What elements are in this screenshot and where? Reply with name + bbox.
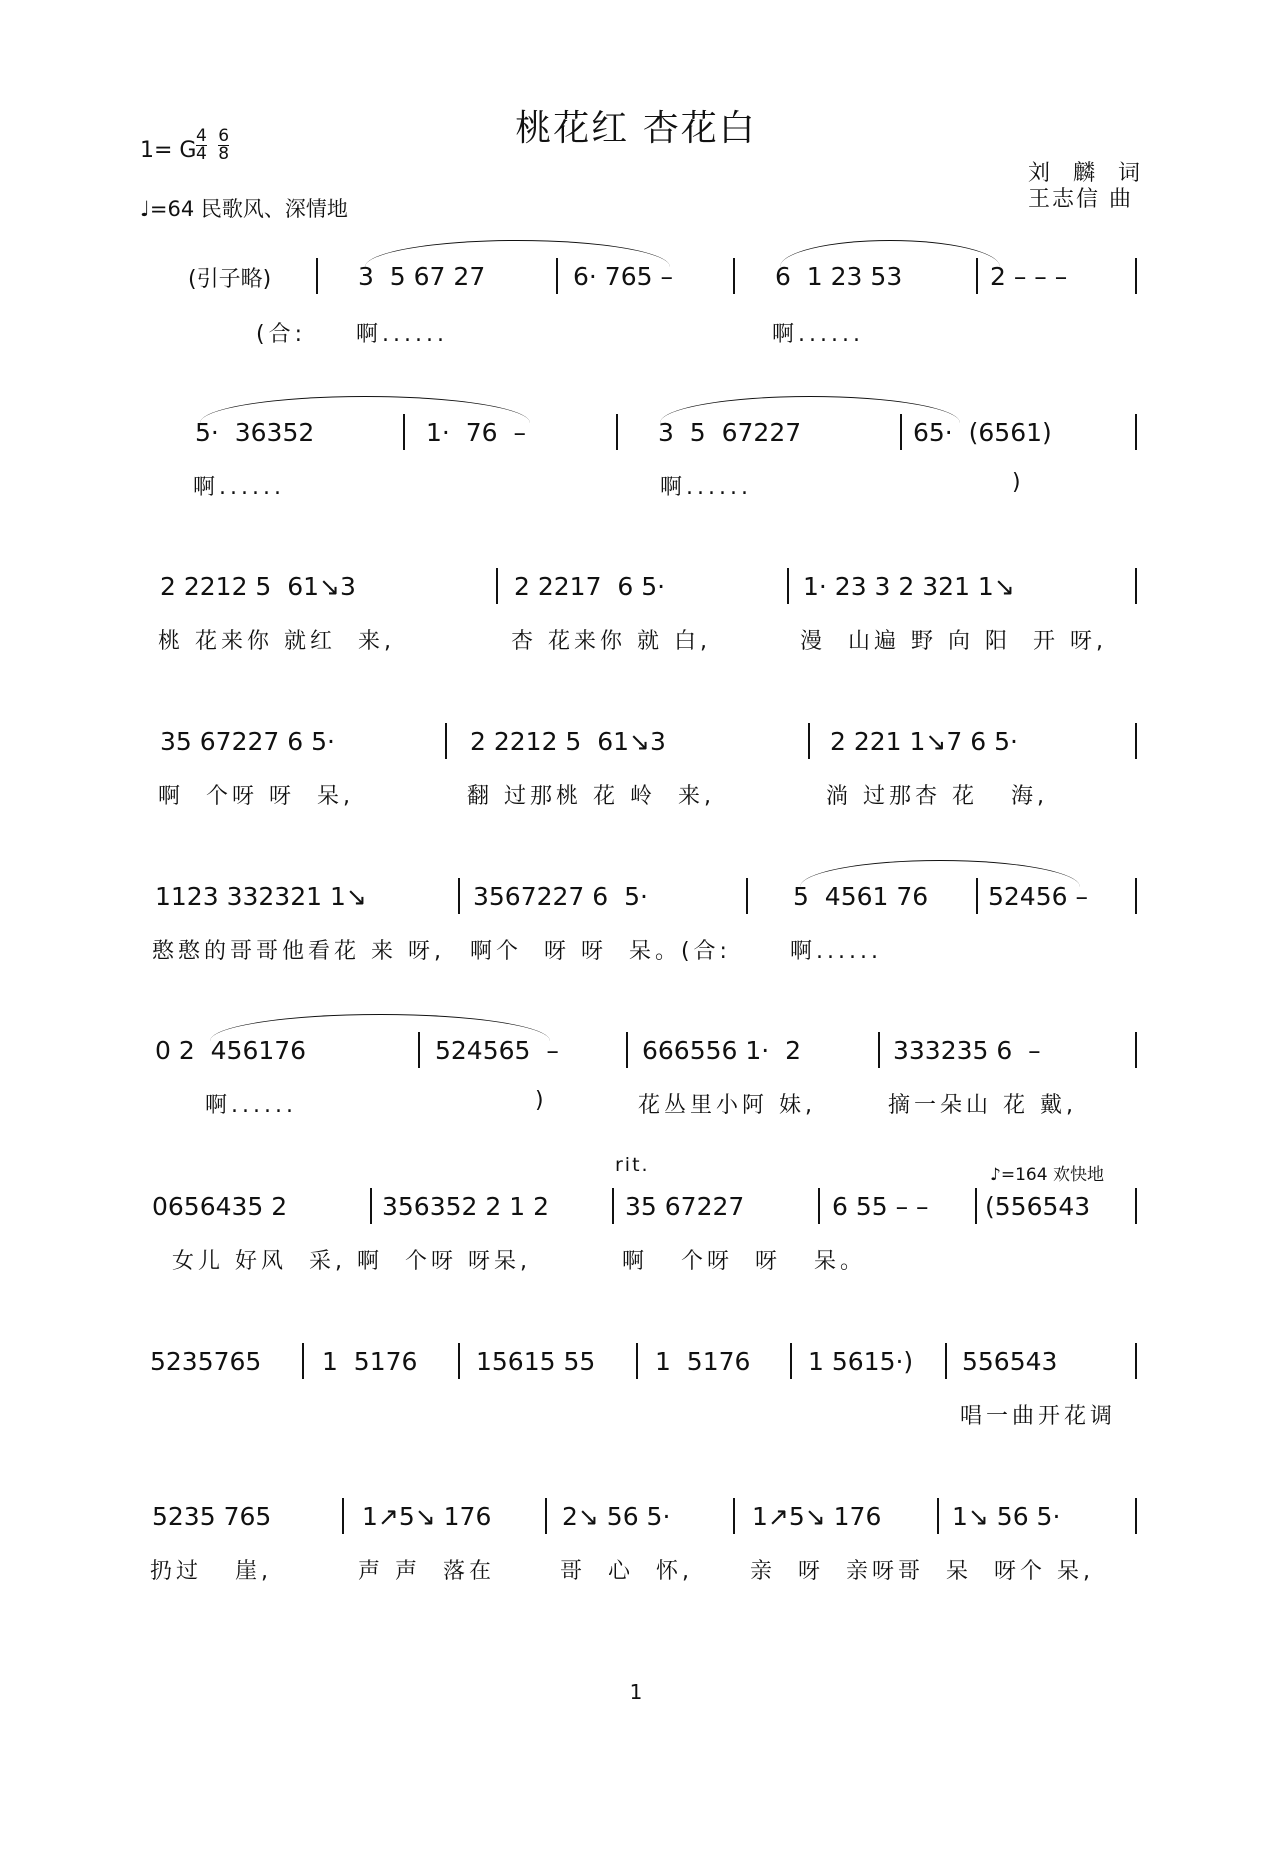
lyrics: 啊...... ) 花丛里小阿 妹, 摘一朵山 花 戴,	[205, 1088, 1077, 1118]
notation: 5235765 1 5176 15615 55 1 5176 1 5615·) 556543	[0, 1347, 1272, 1387]
lyrics: 扔过 崖, 声 声 落在 哥 心 怀, 亲 呀 亲呀哥 呆 呀个 呆,	[150, 1559, 1094, 1584]
tempo-change-marking: ♪=164 欢快地	[990, 1165, 1104, 1185]
notation: 0 2 456176 524565 – 666556 1· 2 333235 6 –	[0, 1036, 1272, 1076]
notation: 0656435 2 356352 2 1 2 35 67227 6 55 – – (556543	[0, 1192, 1272, 1232]
lyrics: 唱一曲开花调	[960, 1404, 1117, 1429]
lyricist-credit: 刘 麟 词	[1028, 161, 1148, 186]
notation: 5235 765 1↗5↘ 176 2↘ 56 5· 1↗5↘ 176 1↘ 56 5·	[0, 1502, 1272, 1542]
song-title: 桃花红 杏花白	[515, 108, 757, 149]
page-number: 1	[629, 1680, 643, 1704]
notation: 2 2212 5 61↘3 2 2217 6 5· 1· 23 3 2 321 1↘	[0, 572, 1272, 612]
lyrics: 啊 个呀 呀 呆, 翻 过那桃 花 岭 来, 淌 过那杏 花 海,	[158, 784, 1048, 809]
lyrics: 啊...... 啊...... )	[193, 470, 1025, 500]
key-signature: 1= G	[140, 138, 197, 163]
notation: 1123 332321 1↘ 3567227 6 5· 5 4561 76 52456 –	[0, 882, 1272, 922]
time-signature: $\frac{4}{4}$ $\frac{6}{8}$	[196, 126, 230, 164]
lyrics: (合: 啊...... 啊......	[256, 322, 864, 347]
lyrics: 女儿 好风 采, 啊 个呀 呀呆, 啊 个呀 呀 呆。	[172, 1249, 866, 1274]
notation: (引子略) 3 5 67 27 6· 765 – 6 1 23 53 2 – – –	[0, 262, 1272, 302]
lyrics: 桃 花来你 就红 来, 杏 花来你 就 白, 漫 山遍 野 向 阳 开 呀,	[158, 629, 1107, 654]
notation: 5· 36352 1· 76 – 3 5 67227 65· (6561)	[0, 418, 1272, 458]
tempo-marking: ♩=64 民歌风、深情地	[140, 197, 348, 221]
notation: 35 67227 6 5· 2 2212 5 61↘3 2 221 1↘7 6 5·	[0, 727, 1272, 767]
lyrics: 憨憨的哥哥他看花 来 呀, 啊个 呀 呀 呆。(合: 啊......	[152, 939, 882, 964]
ritardando-marking: rit.	[615, 1154, 650, 1176]
composer-credit: 王志信 曲	[1028, 187, 1133, 212]
